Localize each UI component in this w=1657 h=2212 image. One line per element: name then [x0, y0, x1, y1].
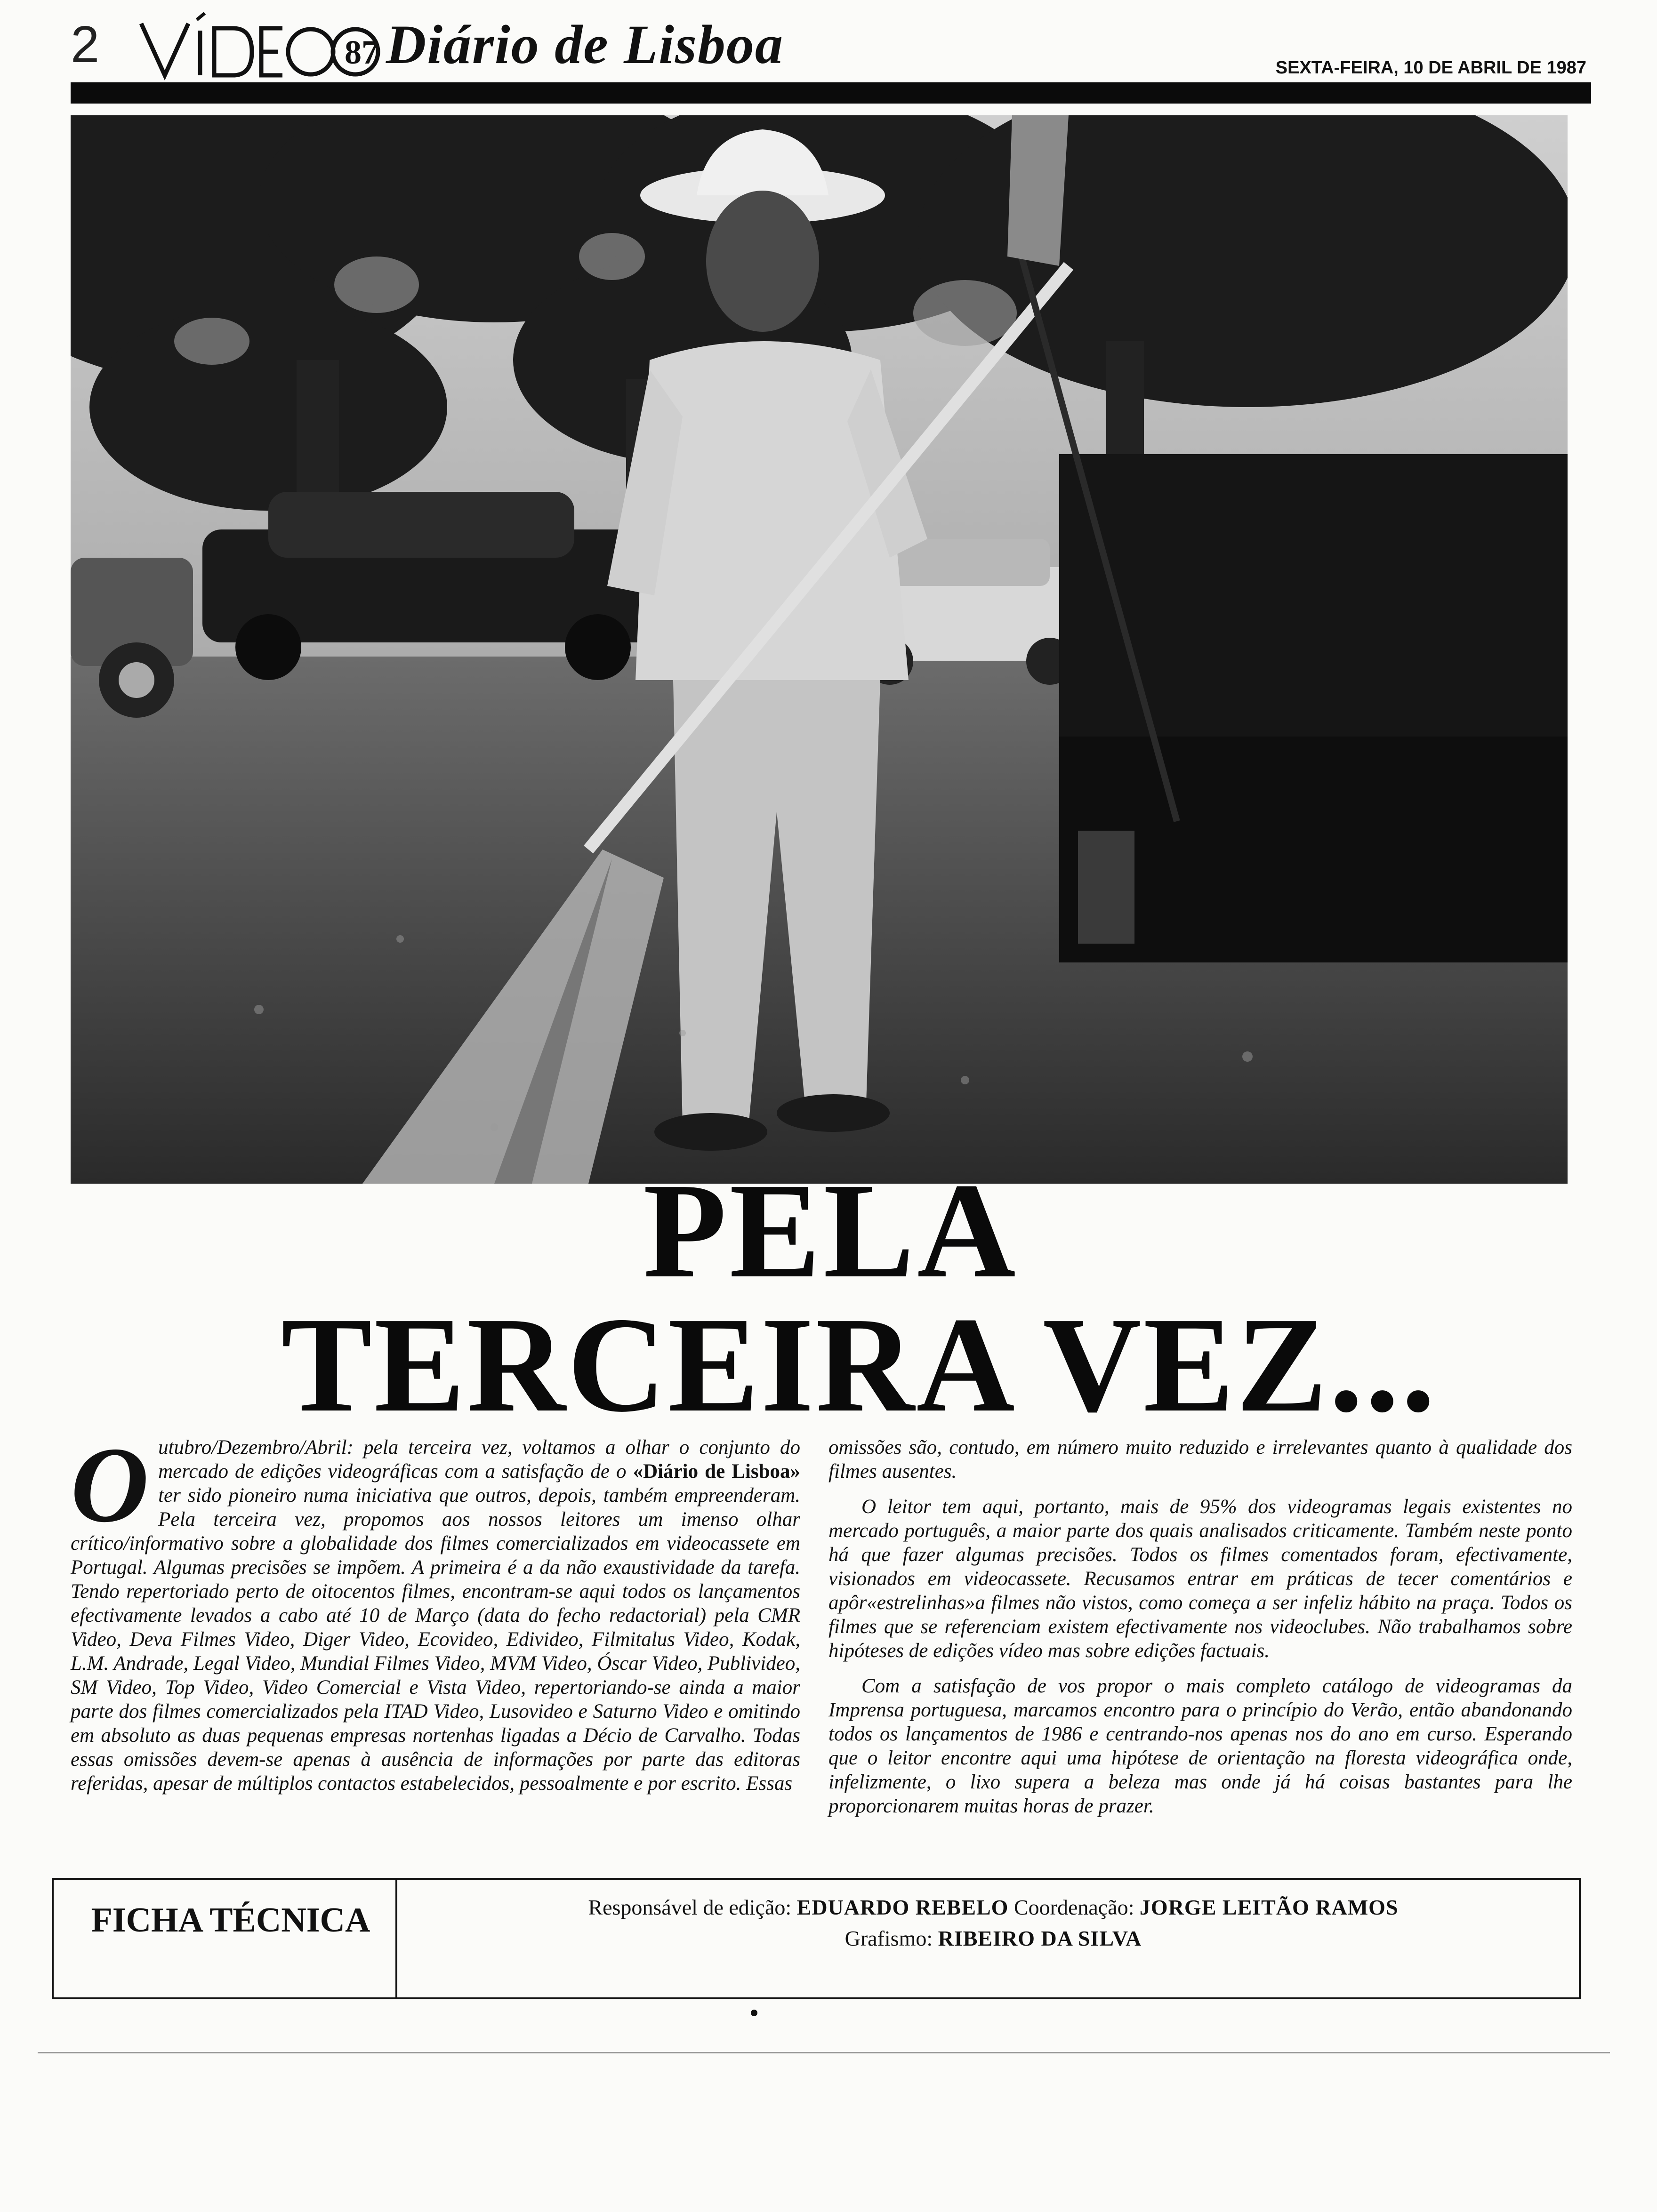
main-photo-street-sweeper — [71, 115, 1568, 1184]
article-paragraph-2: omissões são, contudo, em número muito reduzido e irrelevantes quanto à qualidade dos filmes ausentes. — [828, 1436, 1572, 1483]
resp-name: EDUARDO REBELO — [796, 1895, 1009, 1919]
header-rule — [71, 82, 1591, 104]
photo-illustration — [71, 115, 1568, 1184]
article-paragraph-1 — [71, 1425, 800, 1795]
ficha-tecnica-title: FICHA TÉCNICA — [91, 1901, 370, 1940]
article-paragraph-4: Com a satisfação de vos propor o mais completo catálogo de videogramas da Imprensa portuguesa, marcamos encontro para o princípio do Verão, então abandonando todos os lançamentos de 1986 e centrando-nos apenas nos do ano em curso. Esperando que o leitor encontre aqui uma hipótese de orientação na floresta videográfica onde, infelizmente, o lixo supera a beleza mas onde já há coisas bastantes para lhe proporcionarem muitas horas de prazer. — [828, 1675, 1572, 1817]
article-column-right — [828, 1435, 1572, 1829]
credits — [414, 1892, 1572, 1954]
article-text-1a: utubro/Dezembro/Abril: pela terceira vez, voltamos a olhar o conjunto do mercado de edições videográficas com a satisfação de o — [158, 1436, 800, 1483]
article-text-1b: ter sido pioneiro numa iniciativa que outros, depois, também empreenderam. Pela terceira vez, propomos aos nossos leitores um imenso olhar crítico/informativo sobre a globalidade dos filmes comercializados em videocassete em Portugal. Algumas precisões se impõem. A primeira é a da não exaustividade da tarefa. Tendo repertoriado perto de oitocentos filmes, encontram-se aqui todos os lançamentos efectivamente levados a cabo até 10 de Março (data do fecho redactorial) pela CMR Video, Deva Filmes Video, Diger Video, Ecovideo, Edivideo, Filmitalus Video, Kodak, L.M. Andrade, Legal Video, Mundial Filmes Video, MVM Video, Óscar Video, Publivideo, SM Video, Top Video, Video Comercial e Vista Video, repertoriando-se ainda a maior parte dos filmes comercializados pela ITAD Video, Lusovideo e Saturno Video e omitindo em absoluto as duas pequenas empresas nortenhas ligadas a Décio de Carvalho. Todas essas omissões devem-se apenas à ausência de informações por parte das editoras referidas, apesar de múltiplos contactos estabelecidos, pessoalmente e por escrito. Essas — [71, 1484, 800, 1795]
credits-line-2 — [414, 1923, 1572, 1954]
coord-label: Coordenação: — [1014, 1895, 1134, 1919]
bottom-rule — [38, 2052, 1610, 2053]
headline-line-1: PELA — [643, 1155, 1019, 1306]
article-column-left — [71, 1425, 800, 1807]
ficha-divider — [395, 1878, 397, 1999]
video-87-logo-graphic — [137, 9, 381, 85]
drop-cap: O — [71, 1425, 149, 1545]
newspaper-name-inline: «Diário de Lisboa» — [633, 1460, 800, 1483]
graf-name: RIBEIRO DA SILVA — [938, 1926, 1142, 1950]
masthead-title: Diário de Lisboa — [386, 14, 784, 75]
headline — [71, 1155, 1591, 1440]
page-number: 2 — [71, 16, 100, 73]
article-paragraph-3: O leitor tem aqui, portanto, mais de 95% dos videogramas legais existentes no mercado português, a maior parte dos quais analisados criticamente. Também neste ponto há que fazer algumas precisões. Todos os filmes comentados foram, efectivamente, visionados em videocassete. Recusamos entrar em práticas de tecer comentários e apôr«estrelinhas»a filmes não vistos, como começa a ser infeliz hábito na praça. Todos os filmes que se referenciam existem efectivamente nos videoclubes. Não trabalhamos sobre hipóteses de edições vídeo mas sobre edições factuais. — [828, 1496, 1572, 1662]
graf-label: Grafismo: — [845, 1926, 933, 1950]
bottom-dot — [751, 2010, 757, 2016]
resp-label: Responsável de edição: — [588, 1895, 792, 1919]
headline-line-2: TERCEIRA VEZ... — [281, 1289, 1437, 1440]
issue-date: SEXTA-FEIRA, 10 DE ABRIL DE 1987 — [1275, 58, 1586, 78]
video-87-logo — [137, 9, 381, 85]
credits-line-1 — [414, 1892, 1572, 1923]
coord-name: JORGE LEITÃO RAMOS — [1139, 1895, 1399, 1919]
svg-text:87: 87 — [345, 33, 378, 71]
